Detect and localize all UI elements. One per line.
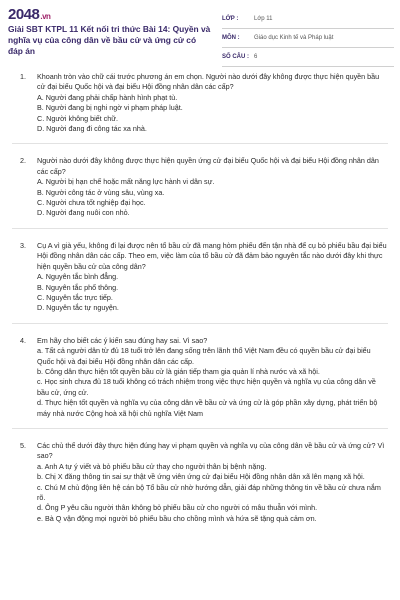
question-number: 2. <box>20 156 26 166</box>
meta-key: SỐ CÂU : <box>222 54 249 60</box>
answer-option: d. Ông P yêu cầu người thân không bỏ phiếu bầu cử cho người có mâu thuẫn với mình. <box>37 503 318 513</box>
answer-option: C. Nguyên tắc trực tiếp. <box>37 292 113 302</box>
answer-option: C. Người không biết chữ. <box>37 113 119 123</box>
meta-value: Giáo dục Kinh tế và Pháp luật <box>254 35 334 41</box>
meta-row <box>222 10 394 29</box>
meta-key: LỚP : <box>222 16 239 22</box>
answer-option: a. Anh A tự ý viết và bỏ phiếu bầu cử thay cho người thân bị bệnh nặng. <box>37 461 267 471</box>
question-divider <box>12 228 388 229</box>
answer-option: B. Người đang bị nghi ngờ vi phạm pháp luật. <box>37 103 183 113</box>
question-divider <box>12 323 388 324</box>
question-number: 5. <box>20 440 26 450</box>
question-number: 4. <box>20 335 26 345</box>
question <box>0 156 400 218</box>
question-text: Khoanh tròn vào chữ cái trước phương án em chọn. Người nào dưới đây không được thực hiện quyền bầu cử đại biểu Quốc hội và đại biểu Hội đồng nhân dân các cấp? <box>37 72 380 92</box>
document-title: Giải SBT KTPL 11 Kết nối tri thức Bài 14: Quyền và nghĩa vụ của công dân về bầu cử và ứng cử có đáp án <box>8 24 211 56</box>
meta-row <box>222 29 394 48</box>
answer-option: C. Người chưa tốt nghiệp đại học. <box>37 198 146 208</box>
question-text: Các chủ thể dưới đây thực hiện đúng hay vi phạm quyền và nghĩa vụ của công dân về bầu cử và ứng cử? Vì sao? <box>37 440 385 461</box>
answer-option: B. Nguyên tắc phổ thông. <box>37 282 119 292</box>
answer-option: D. Nguyên tắc tự nguyện. <box>37 303 119 313</box>
question <box>0 336 400 419</box>
answer-option: b. Chị X đăng thông tin sai sự thật về ứng viên ứng cử đại biểu Hội đồng nhân dân xã lên mạng xã hội. <box>37 472 365 482</box>
answer-option: D. Người đang nuôi con nhỏ. <box>37 208 130 218</box>
question <box>0 441 400 524</box>
meta-value: 6 <box>254 54 258 60</box>
answer-option: c. Học sinh chưa đủ 18 tuổi không có trách nhiệm trong việc thực hiện quyền và nghĩa vụ của công dân về bầu cử, ứng cử. <box>37 377 376 397</box>
answer-option: e. Bà Q vận động mọi người bỏ phiếu bầu cho chồng mình và hứa sẽ tặng quà cảm ơn. <box>37 513 317 523</box>
answer-option: a. Tất cả người dân từ đủ 18 tuổi trở lên đang sống trên lãnh thổ Việt Nam đều có quyền bầu cử đại biểu Quốc hội và đại biểu Hội đồng nhân dân các cấp. <box>37 346 371 366</box>
question-text: Người nào dưới đây không được thực hiện quyền ứng cử đại biểu Quốc hội và đại biểu Hội đồng nhân dân các cấp? <box>37 156 379 176</box>
document-header <box>0 0 400 70</box>
brand-name: 2048 <box>8 6 40 23</box>
answer-option: d. Thực hiện tốt quyền và nghĩa vụ của công dân về bầu cử và ứng cử là góp phần xây dựng, phát triển bộ máy nhà nước Cộng hoà xã hội chủ nghĩa Việt Nam <box>37 398 378 418</box>
question-list <box>0 72 400 524</box>
question-text: Em hãy cho biết các ý kiến sau đúng hay sai. Vì sao? <box>37 335 208 345</box>
question-text: Cụ A vì già yếu, không đi lại được nên tổ bầu cử đã mang hòm phiếu đến tận nhà để cụ bỏ phiếu bầu đại biểu Hội đồng nhân dân các cấp. Theo em, việc làm của tổ bầu cử đã đảm bảo nguyên tắc nào dưới đây khi thực hiện quyền bầu cử của công dân? <box>37 240 387 271</box>
answer-option: A. Người bị hạn chế hoặc mất năng lực hành vi dân sự. <box>37 177 215 187</box>
question-number: 1. <box>20 72 26 81</box>
question-divider <box>12 143 388 144</box>
answer-option: D. Người đang đi công tác xa nhà. <box>37 124 147 134</box>
question-number: 3. <box>20 240 26 250</box>
document-meta <box>222 10 394 67</box>
answer-option: A. Người đang phải chấp hành hình phạt tù. <box>37 92 178 102</box>
answer-option: B. Người công tác ở vùng sâu, vùng xa. <box>37 187 165 197</box>
brand-suffix: .vn <box>40 12 51 21</box>
question <box>0 72 400 134</box>
meta-key: MÔN : <box>222 35 240 41</box>
answer-option: b. Công dân thực hiện tốt quyền bầu cử là gián tiếp tham gia quản lí nhà nước và xã hội. <box>37 366 320 376</box>
question <box>0 241 400 314</box>
question-divider <box>12 428 388 429</box>
answer-option: c. Chú M chủ động liên hệ cán bộ Tổ bầu cử nhờ hướng dẫn, giải đáp những thông tin về bầu cử chưa nắm rõ. <box>37 482 381 502</box>
meta-row <box>222 48 394 67</box>
meta-value: Lớp 11 <box>254 16 273 22</box>
answer-option: A. Nguyên tắc bình đẳng. <box>37 272 119 282</box>
brand-logo[interactable] <box>8 6 50 23</box>
